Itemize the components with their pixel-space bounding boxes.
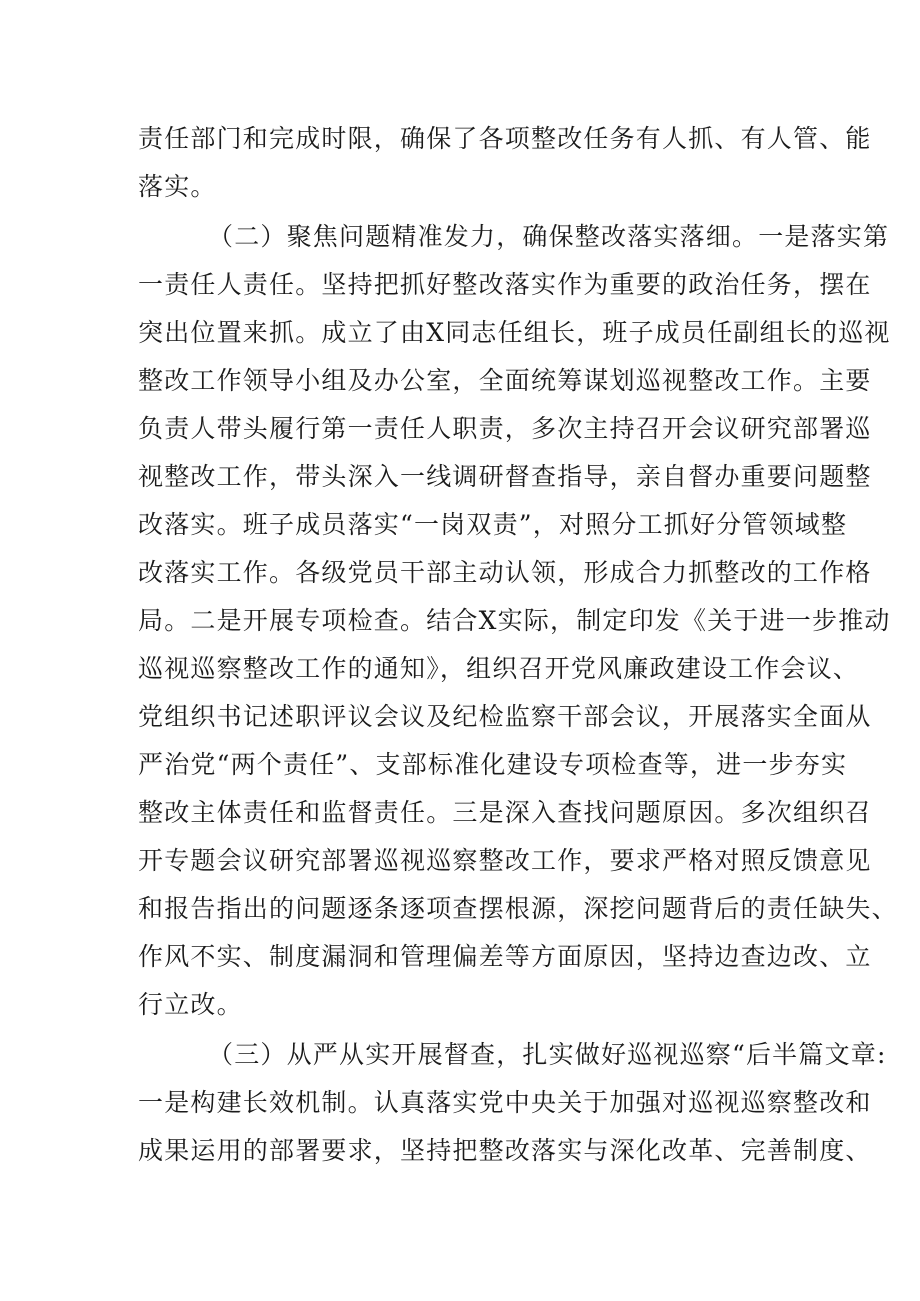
text-line: 整改主体责任和监督责任。三是深入查找问题原因。多次组织召 bbox=[138, 798, 872, 827]
text-line: 责任部门和完成时限，确保了各项整改任务有人抓、有人管、能 bbox=[138, 124, 872, 153]
text-line: 党组织书记述职评议会议及纪检监察干部会议，开展落实全面从 bbox=[138, 702, 872, 731]
paragraph-heading-3: （三）从严从实开展督查，扎实做好巡视巡察“后半篇文章: bbox=[208, 1040, 887, 1069]
text-line: 巡视巡察整改工作的通知》，组织召开党风廉政建设工作会议、 bbox=[138, 654, 860, 683]
text-line: 突出位置来抓。成立了由X同志任组长，班子成员任副组长的巡视 bbox=[138, 318, 891, 347]
text-line: 作风不实、制度漏洞和管理偏差等方面原因，坚持边查边改、立 bbox=[138, 942, 872, 971]
text-line: 一责任人责任。坚持把抓好整改落实作为重要的政治任务，摆在 bbox=[138, 270, 872, 299]
text-line: 严治党“两个责任”、支部标准化建设专项检查等，进一步夯实 bbox=[138, 750, 848, 779]
text-line: 视整改工作，带头深入一线调研督查指导，亲自督办重要问题整 bbox=[138, 462, 872, 491]
text-line: 整改工作领导小组及办公室，全面统筹谋划巡视整改工作。主要 bbox=[138, 366, 872, 395]
text-line: 落实。 bbox=[138, 172, 217, 201]
text-line: 改落实工作。各级党员干部主动认领，形成合力抓整改的工作格 bbox=[138, 558, 872, 587]
text-line: 一是构建长效机制。认真落实党中央关于加强对巡视巡察整改和 bbox=[138, 1088, 872, 1117]
text-line: 和报告指出的问题逐条逐项查摆根源，深挖问题背后的责任缺失、 bbox=[138, 894, 898, 923]
text-line: 成果运用的部署要求，坚持把整改落实与深化改革、完善制度、 bbox=[138, 1136, 872, 1165]
text-line: 负责人带头履行第一责任人职责，多次主持召开会议研究部署巡 bbox=[138, 414, 872, 443]
paragraph-heading-2: （二）聚焦问题精准发力，确保整改落实落细。一是落实第 bbox=[208, 222, 890, 251]
text-line: 行立改。 bbox=[138, 990, 243, 1019]
text-line: 开专题会议研究部署巡视巡察整改工作，要求严格对照反馈意见 bbox=[138, 846, 872, 875]
text-line: 局。二是开展专项检查。结合X实际，制定印发《关于进一步推动 bbox=[138, 606, 891, 635]
text-line: 改落实。班子成员落实“一岗双责”，对照分工抓好分管领域整 bbox=[138, 510, 848, 539]
